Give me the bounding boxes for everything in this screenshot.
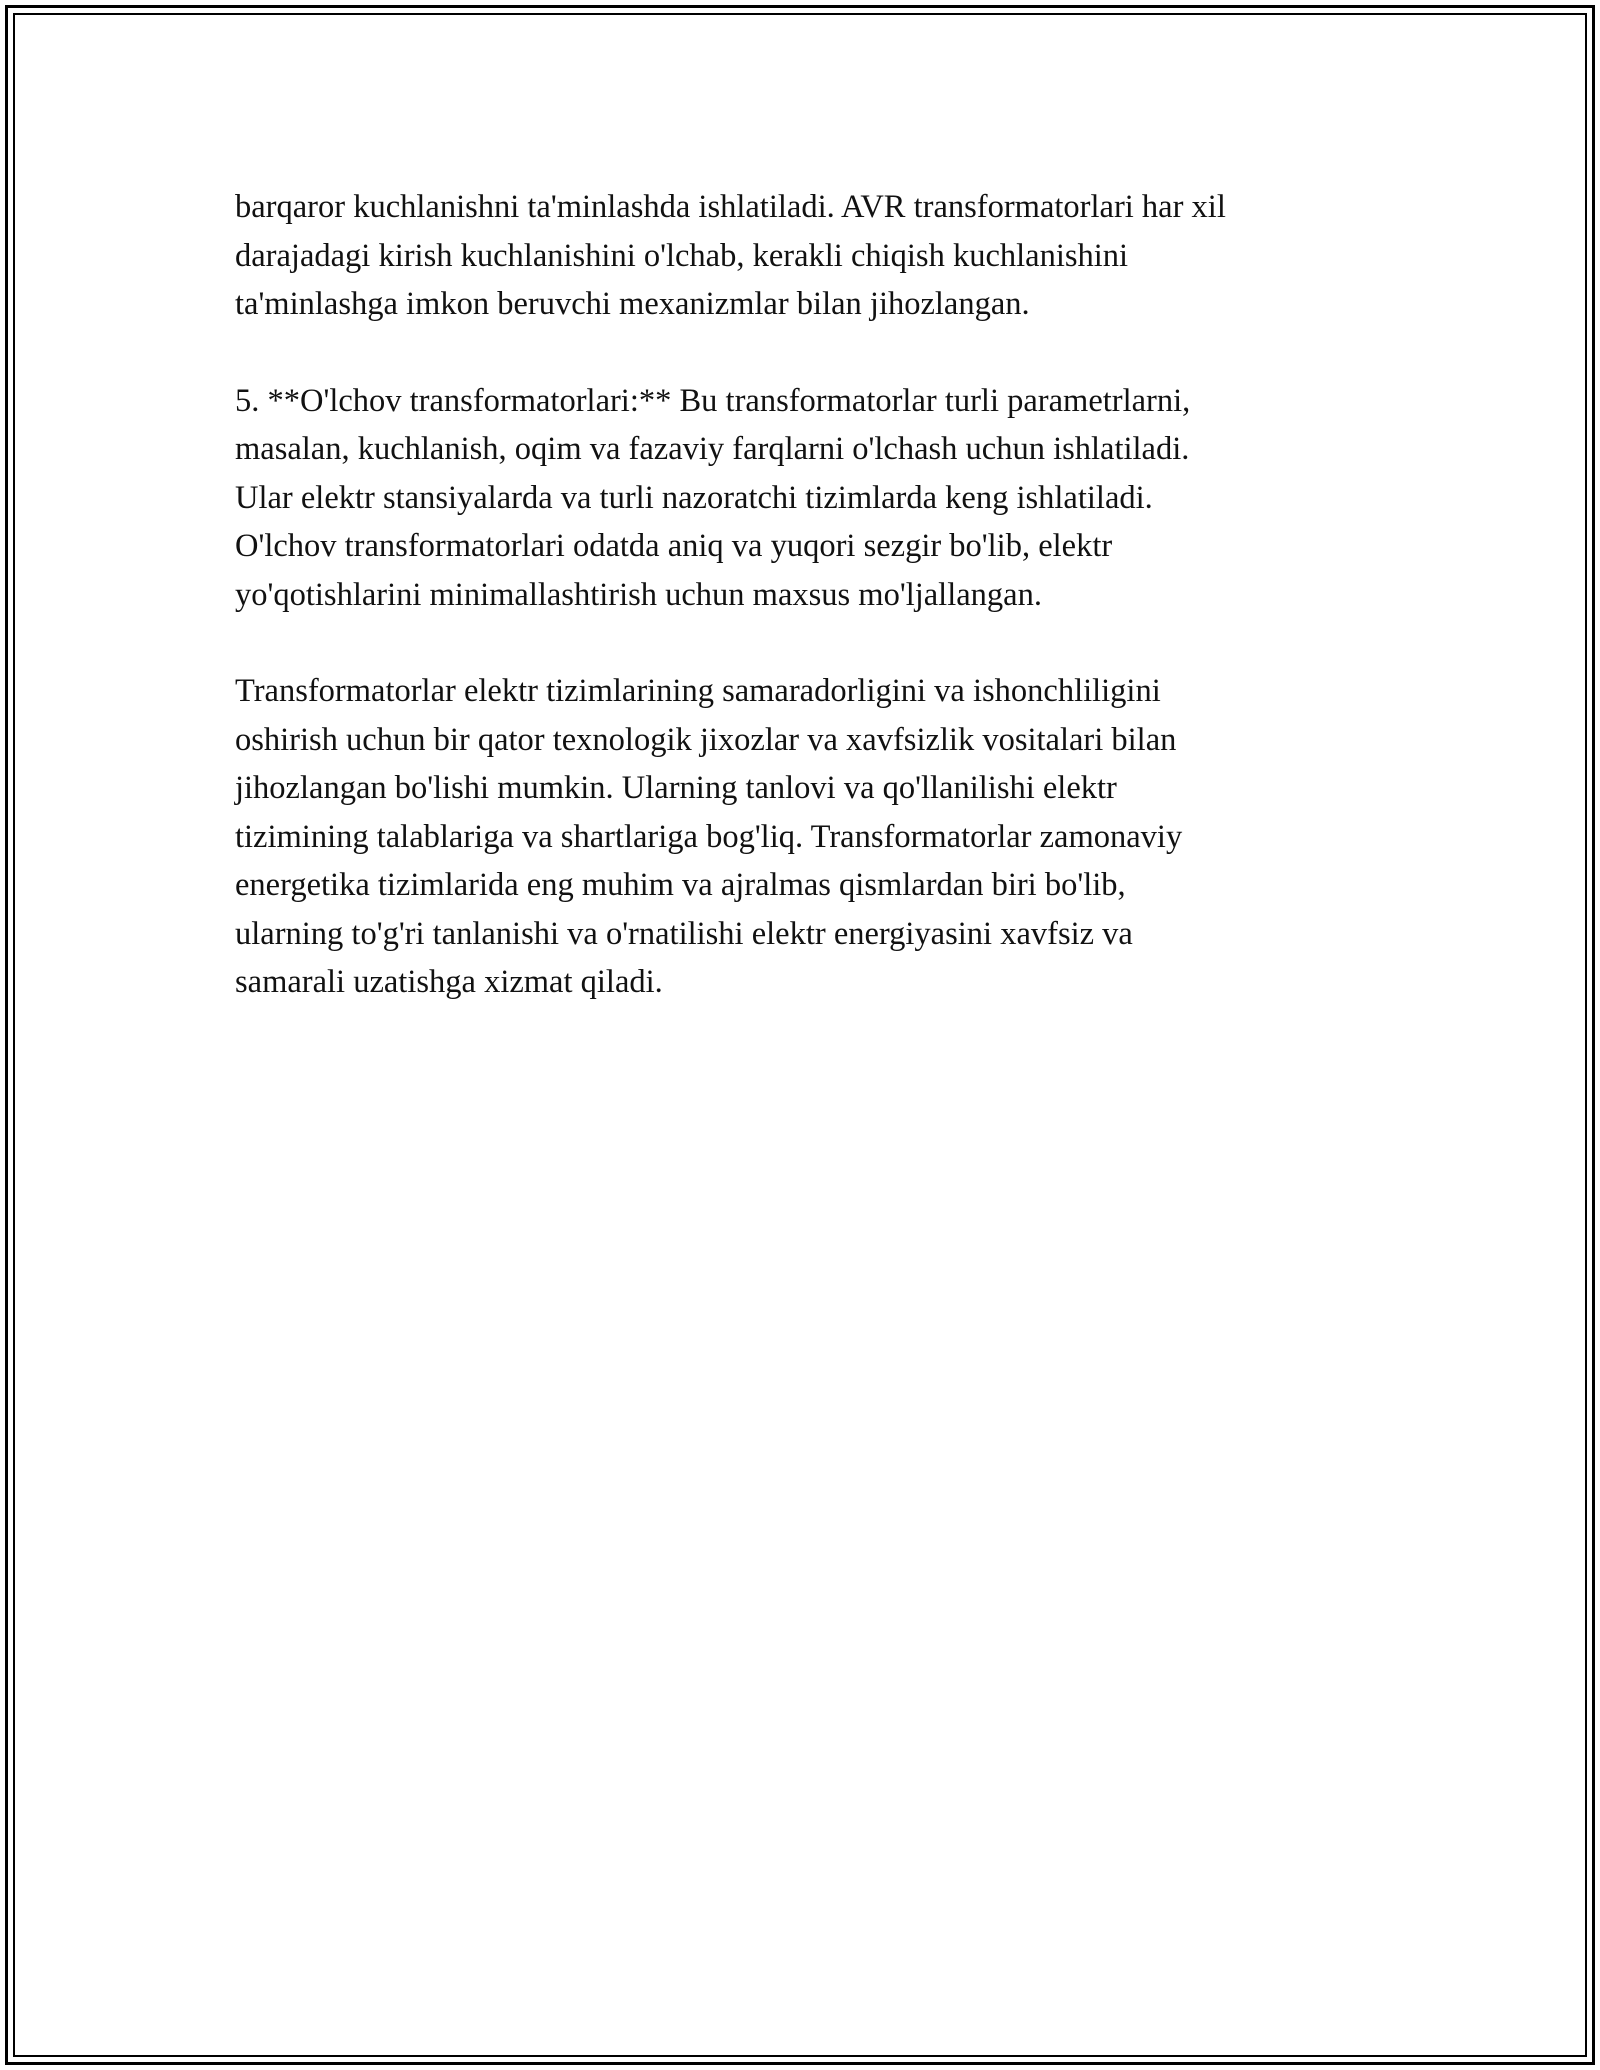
paragraph-measurement-transformers: 5. **O'lchov transformatorlari:** Bu transformatorlar turli parametrlarni, masalan, kuchlanish, oqim va fazaviy farqlarni o'lchash uchun ishlatiladi. Ular elektr stansiyalarda va turli nazoratchi tizimlarda keng ishlatiladi. O'lchov transformatorlari odatda aniq va yuqori sezgir bo'lib, elektr yo'qotishlarini minimallashtirish uchun maxsus mo'ljallangan. <box>235 382 1191 613</box>
document-body <box>235 183 1385 1055</box>
paragraph-avr-continuation: barqaror kuchlanishni ta'minlashda ishlatiladi. AVR transformatorlari har xil darajadagi kirish kuchlanishini o'lchab, kerakli chiqish kuchlanishini ta'minlashga imkon beruvchi mexanizmlar bilan jihozlangan. <box>235 189 1226 322</box>
paragraph-conclusion: Transformatorlar elektr tizimlarining samaradorligini va ishonchliligini oshirish uchun bir qator texnologik jixozlar va xavfsizlik vositalari bilan jihozlangan bo'lishi mumkin. Ularning tanlovi va qo'llanilishi elektr tizimining talablariga va shartlariga bog'liq. Transformatorlar zamonaviy energetika tizimlarida eng muhim va ajralmas qismlardan biri bo'lib, ularning to'g'ri tanlanishi va o'rnatilishi elektr energiyasini xavfsiz va samarali uzatishga xizmat qiladi. <box>235 673 1183 1000</box>
